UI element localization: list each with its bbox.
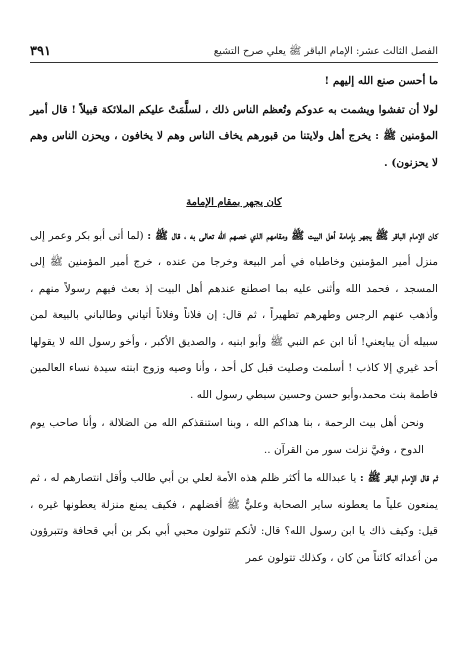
paragraph-2: ونحن أهل بيت الرحمة ، بنا هداكم الله ، وبنا استنقذكم الله من الضلالة ، وأنا صاحب يوم الدوح ، وفيَّ نزلت سور من القرآن .. <box>30 417 424 456</box>
quote-paragraph: لولا أن تفشوا ويشمت به عدوكم وتُعظم الناس ذلك ، لسلَّمَتْ عليكم الملائكة قبيلاً ! قال أمير المؤمنين ﷺ : يخرج أهل ولايتنا من قبورهم يخاف الناس وهم لا يخافون ، ويحزن الناس وهم لا يحزنون) . <box>30 103 438 169</box>
paragraph-3 <box>30 465 438 571</box>
paragraph-1 <box>30 223 438 409</box>
header-divider <box>30 62 438 63</box>
running-head: الفصل الثالث عشر: الإمام الباقر ﷺ يعلي صرح التشيع <box>213 45 438 57</box>
section-heading: كان يجهر بمقام الإمامة <box>186 197 282 208</box>
page-number: ٣٩١ <box>30 44 51 59</box>
quote-line: ما أحسن صنع الله إليهم ! <box>324 75 438 87</box>
body-text <box>30 68 438 571</box>
paragraph-3-text: يا عبدالله ما أكثر ظلم هذه الأمة لعلي بن أبي طالب وأقل انتصارهم له ، ثم يمنعون علياً ما يعطونه ساير الصحابة وعليٌّ ﷺ أفضلهم ، فكيف يمنع منزلة يعطونها غيره ، قيل: وكيف ذاك يا ابن رسول الله؟ قال: لأنكم تتولون محبي أبي بكر بن أبي قحافة وتتبرؤون من أعدائه كائناً من كان ، وكذلك تتولون عمر <box>30 472 438 564</box>
paragraph-3-lead: ثم قال الإمام الباقر ﷺ : <box>359 472 438 484</box>
page-header <box>30 44 438 59</box>
paragraph-1-lead: كان الإمام الباقر ﷺ يجهر بإمامة أهل البيت ﷺ ومقامهم الذي خصهم الله تعالى به ، قال ﷺ : <box>147 229 438 242</box>
paragraph-1-text: (لما أتى أبو بكر وعمر إلى منزل أمير المؤمنين وخاطباه في أمر البيعة وخرجا من عنده ، خرج أمير المؤمنين ﷺ إلى المسجد ، فحمد الله وأثنى عليه بما اصطنع عندهم أهل البيت إذ بعث فيهم رسولاً منهم ، وأذهب عنهم الرجس وطهرهم تطهيراً ، ثم قال: إن فلاناً وفلاناً أتياني وطالباني بالبيعة لمن سبيله أن يبايعني! أنا ابن عم النبي ﷺ وأبو ابنيه ، والصديق الأكبر ، وأخو رسول الله لا يقولها أحد غيري إلا كاذب ! أسلمت وصليت قبل كل أحد ، وأنا وصيه وزوج ابنته سيدة نساء العالمين فاطمة بنت محمد،وأبو حسن وحسين سبطي رسول الله . <box>30 229 438 401</box>
